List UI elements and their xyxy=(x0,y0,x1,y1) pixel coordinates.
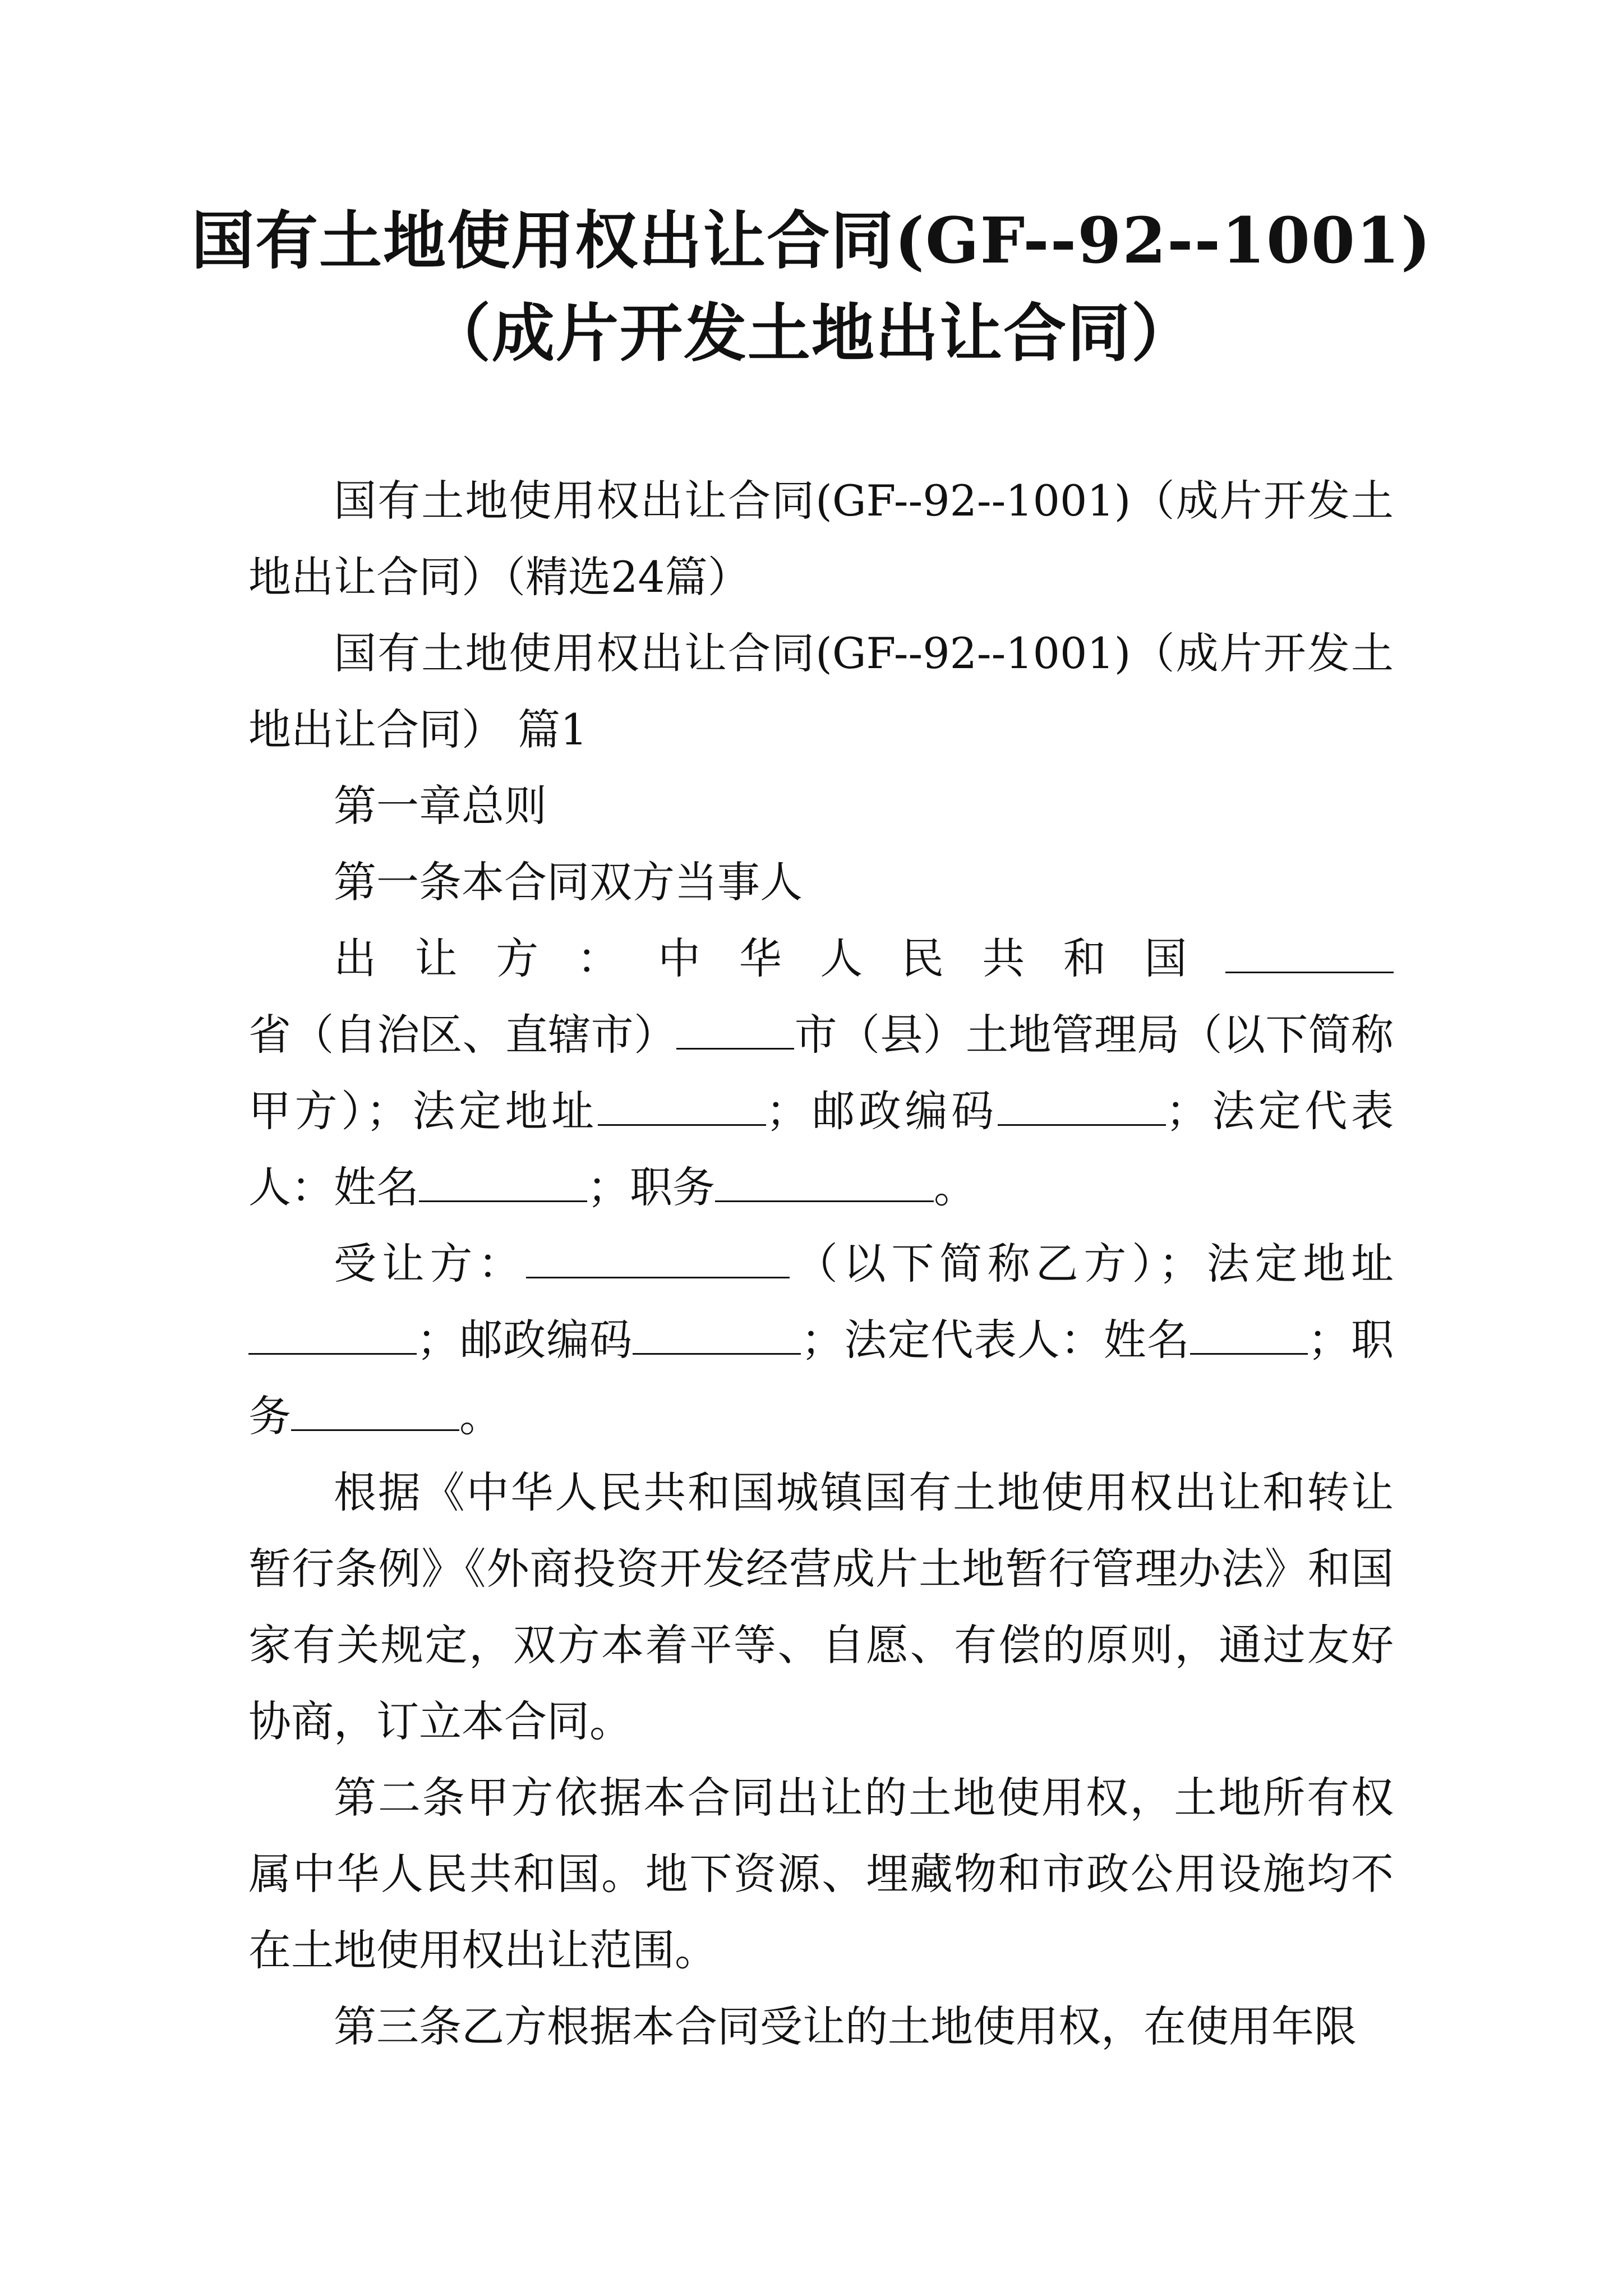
party-b-text-6: 。 xyxy=(459,1391,502,1441)
party-b-text-1: 受让方： xyxy=(334,1239,527,1289)
party-a-text-4: ；邮政编码 xyxy=(766,1086,998,1136)
party-b-text-4: ；法定代表人：姓名 xyxy=(801,1315,1190,1365)
province-blank xyxy=(1225,931,1394,973)
paragraph-legal-basis: 根据《中华人民共和国城镇国有土地使用权出让和转让暂行条例》《外商投资开发经营成片土地暂行管理办法》和国家有关规定，双方本着平等、自愿、有偿的原则，通过友好协商，订立本合同。 xyxy=(248,1467,1394,1746)
party-a-text-3: 市（县）土地管理局（以下简称甲方）；法定地址 xyxy=(248,1010,1394,1136)
party-b-address-blank xyxy=(248,1313,417,1355)
party-b-name-blank xyxy=(526,1236,790,1278)
party-b-position-blank xyxy=(291,1389,459,1431)
party-a-postcode-blank xyxy=(998,1084,1166,1126)
party-a-text-7: 。 xyxy=(934,1162,976,1212)
city-blank xyxy=(676,1007,794,1050)
party-b-text-5: ；职务 xyxy=(248,1315,1394,1441)
document-title-line-2: （成片开发土地出让合同） xyxy=(428,297,1195,370)
party-b-postcode-blank xyxy=(633,1313,801,1355)
article-3: 第三条乙方根据本合同受让的土地使用权，在使用年限 xyxy=(334,2001,1357,2051)
article-2: 第二条甲方依据本合同出让的土地使用权，土地所有权属中华人民共和国。地下资源、埋藏物和市政公用设施均不在土地使用权出让范围。 xyxy=(248,1773,1394,1975)
party-a-position-blank xyxy=(715,1160,934,1202)
party-b-representative-blank xyxy=(1190,1313,1308,1355)
party-b-text-3: ；邮政编码 xyxy=(417,1315,633,1365)
document-title-line-1: 国有土地使用权出让合同(GF--92--1001) xyxy=(191,204,1432,278)
party-b-text-2: （以下简称乙方）；法定地址 xyxy=(790,1239,1394,1289)
paragraph-intro: 国有土地使用权出让合同(GF--92--1001)（成片开发土地出让合同）（精选24篇） xyxy=(248,476,1394,602)
chapter-heading: 第一章总则 xyxy=(334,781,547,831)
party-a-text-6: ；职务 xyxy=(587,1162,715,1212)
paragraph-section-heading: 国有土地使用权出让合同(GF--92--1001)（成片开发土地出让合同） 篇1 xyxy=(248,628,1394,754)
paragraph-party-a xyxy=(248,921,1394,1226)
party-a-name-blank xyxy=(419,1160,587,1202)
article-1-heading: 第一条本合同双方当事人 xyxy=(334,857,803,907)
party-a-text-1: 出让方：中华人民共和国 xyxy=(334,933,1225,983)
party-a-text-5: ；法定代表人：姓名 xyxy=(248,1086,1394,1212)
document-body xyxy=(248,463,1394,2065)
paragraph-party-b xyxy=(248,1226,1394,1455)
party-a-address-blank xyxy=(598,1084,766,1126)
party-a-text-2: 省（自治区、直辖市） xyxy=(248,1010,677,1060)
